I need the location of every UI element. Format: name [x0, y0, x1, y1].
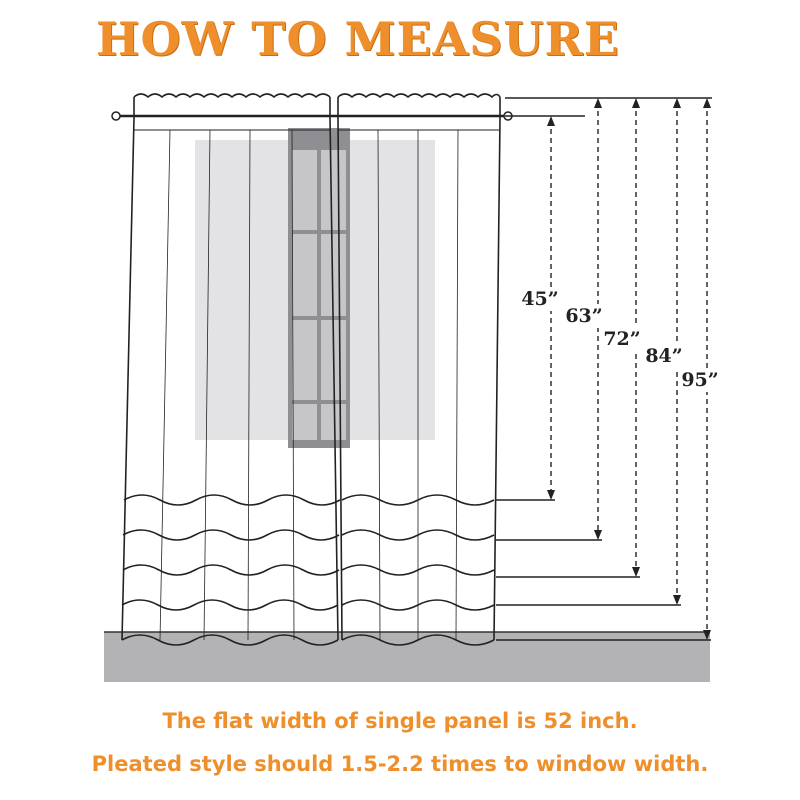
curtain-rod — [112, 112, 512, 120]
page-title: HOW TO MEASURE — [96, 12, 620, 66]
arrow-up-icon — [547, 116, 555, 126]
length-label: 45” — [521, 288, 559, 310]
measurement-guides — [496, 98, 722, 640]
arrow-up-icon — [673, 98, 681, 108]
length-label: 84” — [645, 345, 683, 367]
length-label: 95” — [681, 369, 719, 391]
arrow-down-icon — [547, 490, 555, 500]
caption-pleat-ratio: Pleated style should 1.5-2.2 times to window width. — [91, 752, 709, 776]
length-label: 63” — [565, 305, 603, 327]
length-guide — [496, 98, 686, 605]
arrow-up-icon — [632, 98, 640, 108]
arrow-down-icon — [673, 595, 681, 605]
length-guide — [496, 98, 722, 640]
length-guide — [496, 98, 644, 577]
arrow-down-icon — [594, 530, 602, 540]
arrow-down-icon — [632, 567, 640, 577]
window — [195, 128, 435, 448]
length-label: 72” — [603, 328, 641, 350]
arrow-up-icon — [594, 98, 602, 108]
arrow-up-icon — [703, 98, 711, 108]
length-guide — [496, 116, 562, 500]
caption-panel-width: The flat width of single panel is 52 inch. — [162, 709, 638, 733]
